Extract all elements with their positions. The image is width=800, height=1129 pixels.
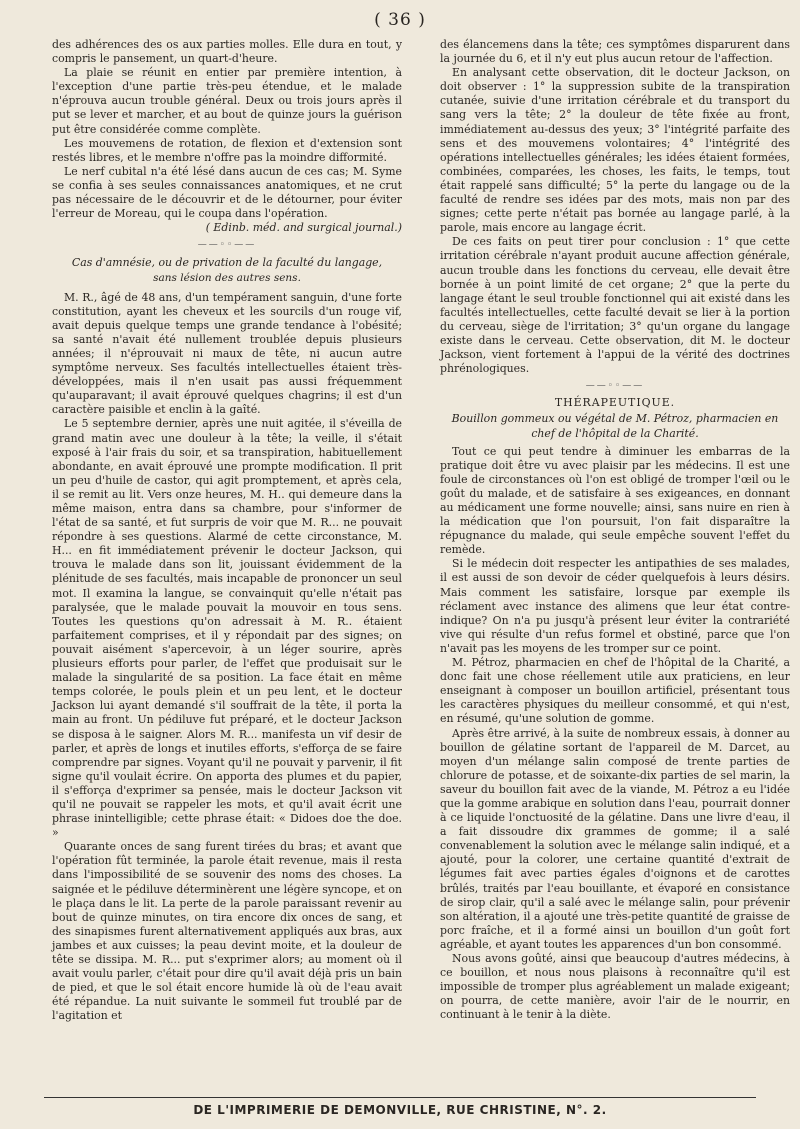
article-subtitle: sans lésion des autres sens. <box>153 271 301 284</box>
paragraph: Tout ce qui peut tendre à diminuer les embarras de la pratique doit être vu avec plaisir par les médecins. Il est une foule de circonstances où l'on est obligé de tromper l'œil ou le goût du malade, et de satisfaire à ses exigeances, en donnant au médicament une forme nouvelle; ainsi, sans nuire en rien à la médication que l'on poursuit, l'on fait disparaître la répugnance du malade, qui seule empêche souvent l'effet du remède. <box>440 444 790 557</box>
paragraph: Les mouvemens de rotation, de flexion et d'extension sont restés libres, et le membre n'offre pas la moindre difformité. <box>52 136 402 164</box>
ornament-divider: ——◦◦—— <box>585 381 645 392</box>
paragraph: Nous avons goûté, ainsi que beaucoup d'autres médecins, à ce bouillon, et nous nous plaisons à reconnaître qu'il est impossible de tromper plus agréablement un malade exigeant; on pourra, de cette manière, avoir l'air de le nourrir, en continuant à le tenir à la diète. <box>440 952 790 1022</box>
article-heading <box>52 256 402 284</box>
printer-imprint: DE L'IMPRIMERIE DE DEMONVILLE, RUE CHRISTINE, N°. 2. <box>193 1103 607 1117</box>
left-column <box>52 38 402 1023</box>
paragraph: M. Pétroz, pharmacien en chef de l'hôpital de la Charité, a donc fait une chose réellement utile aux praticiens, en leur enseignant à composer un bouillon artificiel, présentant tous les caractères physiques du meilleur consommé, et qui n'est, en résumé, qu'une solution de gomme. <box>440 656 790 726</box>
source-reference: ( Edinb. méd. and surgical journal.) <box>205 221 402 235</box>
paragraph: En analysant cette observation, dit le docteur Jackson, on doit observer : 1° la suppression subite de la transpiration cutanée, suivie d'une irritation cérébrale et du transport du sang vers la tête; 2° la douleur de tête fixée au front, immédiatement au-dessus des yeux; 3° l'intégrité parfaite des sens et des mouvemens volontaires; 4° l'intégrité des opérations intellectuelles générales; les idées étaient formées, combinées, comparées, les choses, les faits, le temps, tout était rappelé sans difficulté; 5° la perte du langage ou de la faculté de rendre ses idées par des mots, mais non par des signes; cette perte n'était pas bornée au langage parlé, à la parole, mais encore au langage écrit. <box>440 66 790 235</box>
paragraph: des élancemens dans la tête; ces symptômes disparurent dans la journée du 6, et il n'y eut plus aucun retour de l'affection. <box>440 38 790 66</box>
paragraph: M. R., âgé de 48 ans, d'un tempérament sanguin, d'une forte constitution, ayant les cheveux et les sourcils d'un rouge vif, avait depuis quelque temps une grande tendance à l'obésité; sa santé n'avait été nullement troublée depuis plusieurs années; il n'éprouvait ni maux de tête, ni aucun autre symptôme nerveux. Ses facultés intellectuelles étaient très-développées, mais il n'en usait pas aussi fréquemment qu'auparavant; il avait éprouvé quelques chagrins; il est d'un caractère paisible et enclin à la gaîté. <box>52 290 402 417</box>
article-title: Cas d'amnésie, ou de privation de la faculté du langage, <box>71 256 383 270</box>
ornament-divider: ——◦◦—— <box>197 240 257 251</box>
right-column <box>440 38 790 1022</box>
section-title: THÉRAPEUTIQUE. <box>554 396 676 410</box>
paragraph: Si le médecin doit respecter les antipathies de ses malades, il est aussi de son devoir de céder quelquefois à leurs désirs. Mais comment les satisfaire, lorsque par exemple ils réclament avec instance des alimens que leur état contre-indique? On n'a pu jusqu'à présent leur éviter la contrariété vive qui résulte d'un refus formel et obstiné, parce que l'on n'avait pas les moyens de les tromper sur ce point. <box>440 557 790 655</box>
paragraph: La plaie se réunit en entier par première intention, à l'exception d'une partie très-peu étendue, et le malade n'éprouva aucun trouble général. Deux ou trois jours après il put se lever et marcher, et au bout de quinze jours la guérison put être considérée comme complète. <box>52 66 402 136</box>
paragraph: Quarante onces de sang furent tirées du bras; et avant que l'opération fût terminée, la parole était revenue, mais il resta dans l'impossibilité de se souvenir des noms des choses. La saignée et le pédiluve déterminèrent une légère syncope, et on le plaça dans le lit. La perte de la parole paraissant revenir au bout de quinze minutes, on tira encore dix onces de sang, et des sinapismes furent alternativement appliqués aux bras, aux jambes et aux cuisses; la peau devint moite, et la douleur de tête se dissipa. M. R... put s'exprimer alors; au moment où il avait voulu parler, c'était pour dire qu'il avait déjà pris un bain de pied, et que le sol était encore humide là où de l'eau avait été répandue. La nuit suivante le sommeil fut troublé par de l'agitation et <box>52 840 402 1023</box>
article-title: Bouillon gommeux ou végétal de M. Pétroz, pharmacien en chef de l'hôpital de la Charité. <box>451 412 779 440</box>
paragraph: Le nerf cubital n'a été lésé dans aucun de ces cas; M. Syme se confia à ses seules connaissances anatomiques, et ne crut pas nécessaire de le découvrir et de le détourner, pour éviter l'erreur de Moreau, qui le coupa dans l'opération. <box>52 164 402 221</box>
paragraph: des adhérences des os aux parties molles. Elle dura en tout, y compris le pansement, un quart-d'heure. <box>52 38 402 66</box>
paragraph: Après être arrivé, à la suite de nombreux essais, à donner au bouillon de gélatine sortant de l'appareil de M. Darcet, au moyen d'un mélange salin composé de trente parties de chlorure de potasse, et de soixante-dix parties de sel marin, la saveur du bouillon fait avec de la viande, M. Pétroz a eu l'idée que la gomme arabique en solution dans l'eau, pourrait donner à ce liquide l'onctuosité de la gélatine. Dans une livre d'eau, il a fait dissoudre dix grammes de gomme; il a salé convenablement la solution avec le mélange salin indiqué, et a ajouté, pour la colorer, une certaine quantité d'extrait de légumes fait avec parties égales d'oignons et de carottes brûlés, traités par l'eau bouillante, et évaporé en consistance de sirop clair, qu'il a salé avec le mélange salin, pour prévenir son altération, il a ajouté une très-petite quantité de graisse de porc fraîche, et il a formé ainsi un bouillon d'un goût fort agréable, et ayant toutes les apparences d'un bon consommé. <box>440 726 790 951</box>
paragraph: De ces faits on peut tirer pour conclusion : 1° que cette irritation cérébrale n'ayant produit aucune affection générale, aucun trouble dans les fonctions du cerveau, elle devait être bornée à un point limité de cet organe; 2° que la perte du langage étant le seul trouble fonctionnel qui ait existé dans les facultés intellectuelles, cette faculté devait se lier à la portion du cerveau, siège de l'irritation; 3° qu'un organe du langage existe dans le cerveau. Cette observation, dit M. le docteur Jackson, vient fortement à l'appui de la vérité des doctrines phrénologiques. <box>440 235 790 376</box>
footer-rule <box>44 1097 756 1098</box>
page-number: ( 36 ) <box>374 10 426 30</box>
paragraph: Le 5 septembre dernier, après une nuit agitée, il s'éveilla de grand matin avec une douleur à la tête; la veille, il s'était exposé à l'air frais du soir, et sa transpiration, habituellement abondante, en avait éprouvé une prompte modification. Il prit un peu d'huile de castor, qui agit promptement, et après cela, il se remit au lit. Vers onze heures, M. H.. qui demeure dans la même maison, entra dans sa chambre, pour s'informer de l'état de sa santé, et fut surpris de voir que M. R... ne pouvait répondre à ses questions. Alarmé de cette circonstance, M. H... en fit immédiatement prévenir le docteur Jackson, qui trouva le malade dans son lit, jouissant évidemment de la plénitude de ses facultés, mais incapable de prononcer un seul mot. Il examina la langue, se convainquit qu'elle n'était pas paralysée, que le malade pouvait la mouvoir en tous sens. Toutes les questions qu'on adressait à M. R.. étaient parfaitement comprises, et il y répondait par des signes; on pouvait aisément s'apercevoir, à un léger sourire, après plusieurs efforts pour parler, de l'effet que produisait sur le malade la singularité de sa position. La face était en même temps colorée, le pouls plein et un peu lent, et le docteur Jackson lui ayant demandé s'il souffrait de la tête, il porta la main au front. Un pédiluve fut préparé, et le docteur Jackson se disposa à le saigner. Alors M. R... manifesta un vif desir de parler, et après de longs et inutiles efforts, s'efforça de se faire comprendre par signes. Voyant qu'il ne pouvait y parvenir, il fit signe qu'il voulait écrire. On apporta des plumes et du papier, il s'efforça d'exprimer sa pensée, mais le docteur Jackson vit qu'il ne pouvait se rappeler les mots, et qu'il avait écrit une phrase inintelligible; cette phrase était: « Didoes doe the doe. » <box>52 417 402 840</box>
